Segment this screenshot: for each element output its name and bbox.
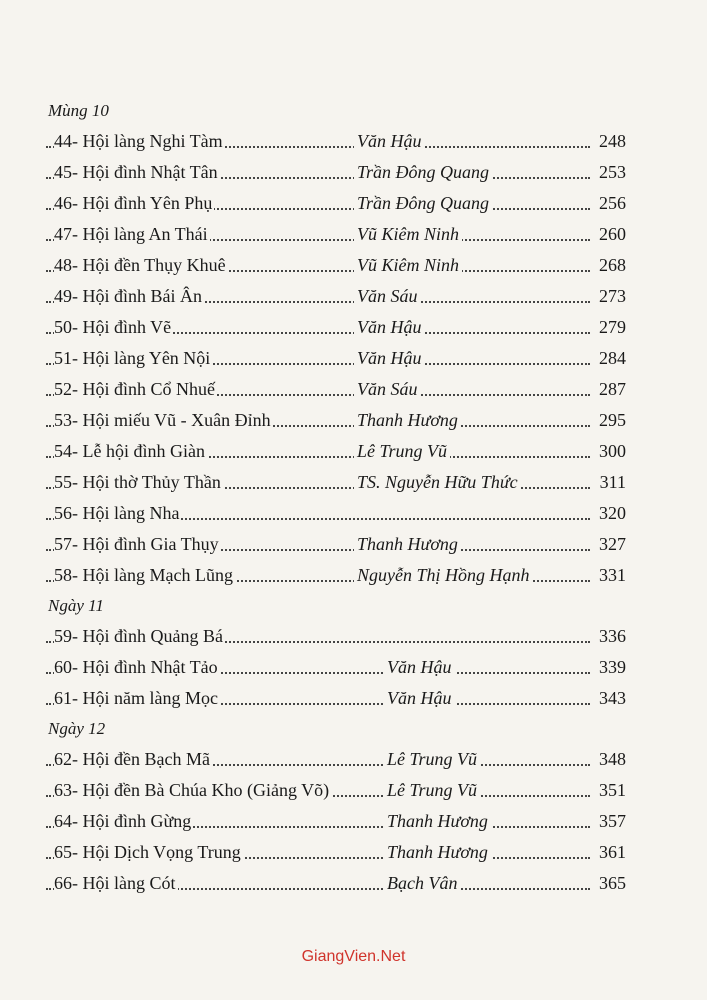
toc-entry[interactable] [46,837,626,868]
toc-entry[interactable] [46,405,626,436]
entry-page-number: 287 [595,374,626,405]
entry-author: Nguyễn Thị Hồng Hạnh [354,560,533,591]
section-header: Ngày 12 [48,719,106,738]
entry-author: Văn Sáu [354,374,421,405]
entry-author: Vũ Kiêm Ninh [354,250,462,281]
toc-entry[interactable] [46,683,626,714]
toc-entry[interactable] [46,343,626,374]
watermark-footer: GiangVien.Net [301,948,406,965]
entry-page-number: 365 [595,868,626,899]
entry-title: 51- Hội làng Yên Nội [54,343,212,374]
toc-entry[interactable] [46,744,626,775]
entry-author: Văn Hậu [354,312,425,343]
entry-page-number: 279 [595,312,626,343]
entry-title: 47- Hội làng An Thái [54,219,210,250]
toc-entry[interactable] [46,467,626,498]
section-header: Ngày 11 [48,596,104,615]
entry-page-number: 348 [595,744,626,775]
entry-title: 49- Hội đình Bái Ân [54,281,204,312]
toc-entry[interactable] [46,529,626,560]
entry-title: 54- Lễ hội đình Giàn [54,436,207,467]
entry-page-number: 300 [595,436,626,467]
entry-page-number: 295 [595,405,626,436]
entry-author: TS. Nguyễn Hữu Thức [354,467,521,498]
entry-page-number: 256 [595,188,626,219]
entry-page-number: 284 [595,343,626,374]
entry-title: 65- Hội Dịch Vọng Trung [54,837,243,868]
entry-title: 59- Hội đình Quảng Bá [54,621,225,652]
entry-title: 62- Hội đền Bạch Mã [54,744,212,775]
toc-entry[interactable] [46,126,626,157]
toc-entry[interactable] [46,250,626,281]
section-header: Mùng 10 [48,101,109,120]
entry-page-number: 361 [595,837,626,868]
toc-entry[interactable] [46,621,626,652]
entry-page-number: 336 [595,621,626,652]
entry-page-number: 273 [595,281,626,312]
entry-title: 44- Hội làng Nghi Tàm [54,126,225,157]
entry-title: 57- Hội đình Gia Thụy [54,529,221,560]
entry-title: 50- Hội đình Vẽ [54,312,173,343]
entry-title: 64- Hội đình Gừng [54,806,193,837]
entry-page-number: 351 [595,775,626,806]
entry-author: Thanh Hương [384,837,491,868]
entry-title: 53- Hội miếu Vũ - Xuân Đỉnh [54,405,273,436]
toc-entry[interactable] [46,436,626,467]
toc-entry[interactable] [46,188,626,219]
toc-entry[interactable] [46,868,626,899]
entry-author: Văn Sáu [354,281,421,312]
entry-page-number: 331 [595,560,626,591]
entry-title: 45- Hội đình Nhật Tân [54,157,220,188]
toc-entry[interactable] [46,374,626,405]
toc-entry[interactable] [46,157,626,188]
toc-entry[interactable] [46,219,626,250]
entry-page-number: 343 [595,683,626,714]
entry-title: 55- Hội thờ Thủy Thần [54,467,223,498]
toc-entry[interactable] [46,560,626,591]
entry-author: Thanh Hương [354,529,461,560]
entry-title: 56- Hội làng Nha [54,498,181,529]
toc-entry[interactable] [46,281,626,312]
entry-title: 63- Hội đền Bà Chúa Kho (Giảng Võ) [54,775,331,806]
entry-page-number: 339 [595,652,626,683]
entry-page-number: 260 [595,219,626,250]
toc-entry[interactable] [46,652,626,683]
entry-page-number: 320 [595,498,626,529]
toc-entry[interactable] [46,806,626,837]
toc-entry[interactable] [46,775,626,806]
entry-title: 58- Hội làng Mạch Lũng [54,560,235,591]
entry-title: 48- Hội đền Thụy Khuê [54,250,228,281]
entry-author: Lê Trung Vũ [384,775,480,806]
entry-page-number: 268 [595,250,626,281]
entry-author: Thanh Hương [354,405,461,436]
entry-title: 66- Hội làng Cót [54,868,178,899]
entry-page-number: 311 [596,467,626,498]
entry-author: Trần Đông Quang [354,188,492,219]
entry-page-number: 248 [595,126,626,157]
entry-author: Lê Trung Vũ [384,744,480,775]
entry-title: 61- Hội năm làng Mọc [54,683,220,714]
entry-page-number: 253 [595,157,626,188]
entry-title: 46- Hội đình Yên Phụ [54,188,214,219]
entry-author: Văn Hậu [354,126,425,157]
entry-author: Văn Hậu [384,652,455,683]
toc-entry[interactable] [46,498,626,529]
entry-author: Văn Hậu [354,343,425,374]
entry-author: Bạch Vân [384,868,460,899]
entry-author: Thanh Hương [384,806,491,837]
entry-author: Trần Đông Quang [354,157,492,188]
toc-entry[interactable] [46,312,626,343]
entry-title: 60- Hội đình Nhật Tảo [54,652,220,683]
entry-author: Lê Trung Vũ [354,436,450,467]
table-of-contents [46,96,626,899]
entry-title: 52- Hội đình Cổ Nhuế [54,374,217,405]
entry-page-number: 357 [595,806,626,837]
entry-page-number: 327 [595,529,626,560]
entry-author: Vũ Kiêm Ninh [354,219,462,250]
entry-author: Văn Hậu [384,683,455,714]
